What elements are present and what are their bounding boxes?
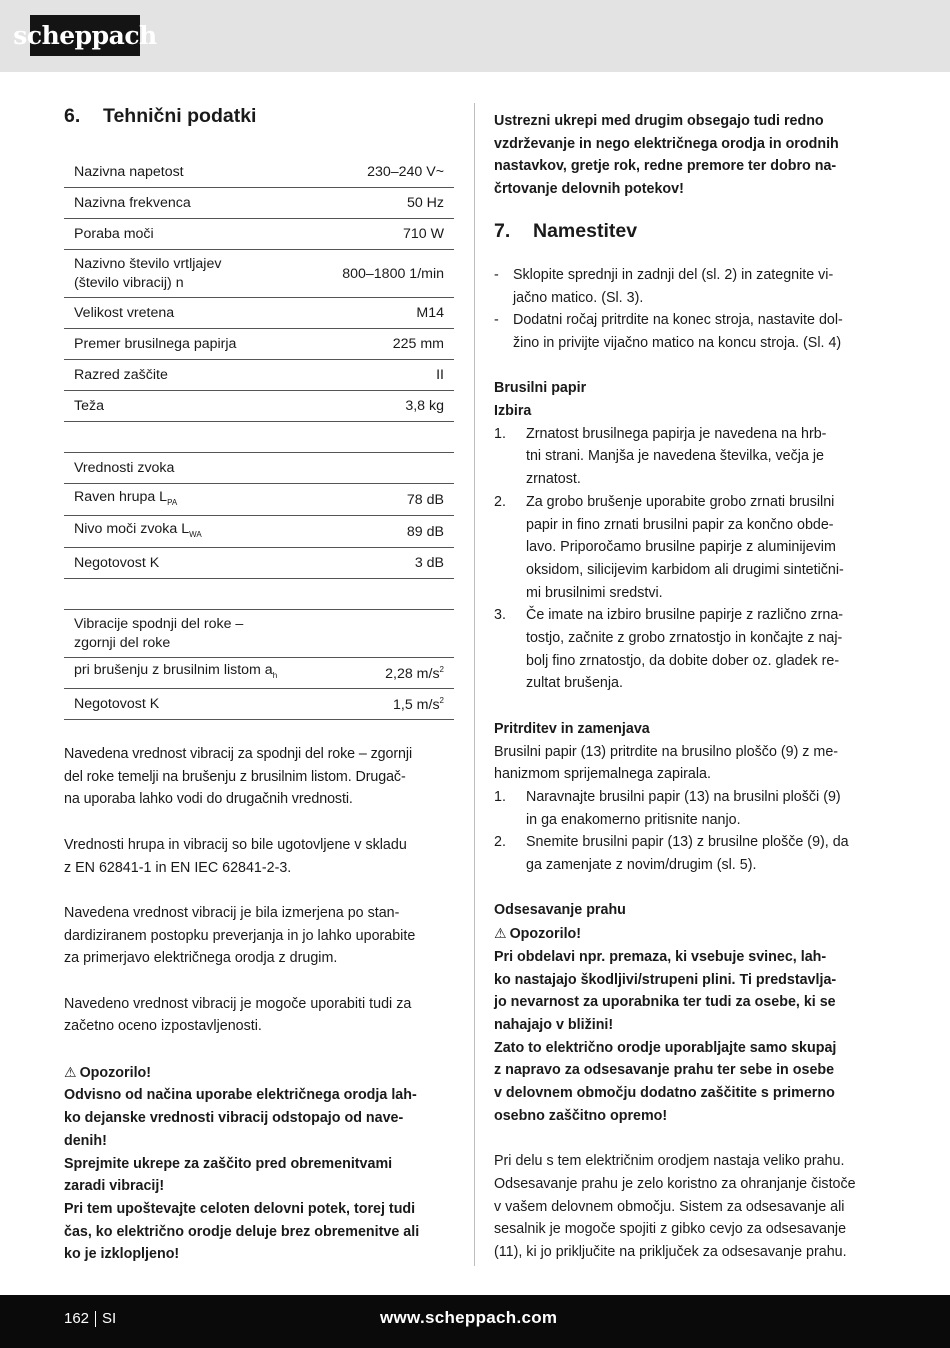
spec-label [74,366,168,385]
intro-line: vzdrževanje in nego električnega orodja in orodnih [494,135,839,152]
left-text-block [64,743,457,1266]
footer-bar [0,1295,950,1348]
para-line: z EN 62841-1 in EN IEC 62841-2-3. [64,859,292,876]
spec-row [64,391,454,422]
spec-label-text: Vibracije spodnji del roke – [74,615,244,632]
spec-value-text: 3 dB [414,555,444,571]
paper-step-line: mi brusilnimi sredstvi. [526,584,663,601]
spec-value [393,696,444,713]
paper-step-line: oksidom, silicijevim karbidom ali drugimi sintetični- [526,561,844,578]
spec-label-text: pri brušenju z brusilnim listom a [74,662,273,678]
paper-step-marker: 1. [494,425,506,442]
spec-value-text: 2,28 m/s [385,665,440,682]
spec-label-text: Nazivna napetost [74,163,184,180]
spec-label [74,255,221,293]
bullet-line: Sklopite sprednji in zadnji del (sl. 2) in zategnite vi- [513,266,834,283]
warning-line: zaradi vibracij! [64,1178,165,1195]
spec-value-text: M14 [416,305,444,321]
bullet-text [513,309,843,354]
spec-label [74,194,191,213]
section-heading-installation: 7. Namestitev [494,219,638,242]
spec-row [64,329,454,360]
para-line: Navedena vrednost vibracij za spodnji del roke – zgornji [64,746,413,762]
dust-extraction-heading: Odsesavanje prahu [494,902,626,919]
dust-para-line: (11), ki jo priključite na priključek za odsesavanje prahu. [494,1243,847,1260]
standards-paragraph [64,834,457,879]
spec-row [64,453,454,484]
attach-step-line: in ga enakomerno pritisnite nanjo. [526,811,741,828]
paper-step-line: Če imate na izbiro brusilne papirje z različno zrna- [526,607,844,624]
spec-label [74,615,243,653]
dust-warning-line: nahajajo v bližini! [494,1016,614,1033]
intro-line: črtovanje delovnih potekov! [494,181,684,198]
attach-step-item [494,831,886,876]
spec-value [416,305,444,321]
dust-warning-line: Pri obdelavi npr. premaza, ki vsebuje svinec, lah- [494,948,827,965]
spec-label [74,554,159,573]
spec-value [415,555,444,571]
spec-label-text: Nazivna frekvenca [74,194,191,211]
spec-value [403,226,444,242]
dust-warning-line: z napravo za odsesavanje prahu ter sebe in osebe [494,1062,835,1079]
attach-step-line: ga zamenjate z novim/drugim (sl. 5). [526,857,757,874]
spec-row [64,250,454,298]
dust-warning-label: ⚠ Opozorilo! [494,925,582,943]
spec-label [74,459,174,478]
dust-warning-line: osebno zaščitno opremo! [494,1107,668,1124]
bullet-marker: - [494,266,499,283]
attach-step-marker: 1. [494,788,506,805]
warning-line: čas, ko električno orodje deluje brez obremenitve ali [64,1223,420,1240]
paper-step-line: tni strani. Manjša je navedena številka, večja je [526,448,825,465]
column-divider [474,103,475,1266]
spec-value [407,195,444,211]
vibration-note-paragraph [64,743,457,811]
spec-label-text: Raven hrupa L [74,488,168,505]
paper-step-line: tostjo, začnite z grobo zrnatostjo in končajte z naj- [526,630,843,647]
spec-row [64,516,454,548]
attach-step-item [494,786,886,831]
spec-label [74,661,277,685]
warning-line: ko je izklopljeno! [64,1246,180,1263]
spec-value-text: 800–1800 1/min [342,265,444,282]
spec-value-text: 78 dB [406,491,444,508]
para-line: dardiziranem postopku preverjanja in jo lahko uporabite [64,927,416,944]
right-column [494,110,886,1264]
paper-step-line: papir in fino zrnati brusilni papir za končno obde- [526,516,834,533]
para-line: za primerjavo električnega orodja z drugim. [64,950,338,967]
left-column [64,105,455,128]
page-number: 162 SI [64,1310,117,1327]
spec-label-text: Vrednosti zvoka [74,459,175,476]
attach-heading: Pritrditev in zamenjava [494,720,650,737]
spec-spacer-row [64,422,454,453]
spec-value-text: 89 dB [406,523,444,540]
spec-row [64,548,454,579]
paper-step-item [494,423,886,491]
para-line: Vrednosti hrupa in vibracij so bile ugotovljene v skladu [64,836,407,853]
paper-step-text [526,604,843,695]
spec-spacer-row [64,579,454,610]
paper-step-line: Za grobo brušenje uporabite grobo zrnati brusilni [526,493,835,510]
spec-value [393,336,444,352]
spec-label-text: Teža [74,397,104,414]
spec-row [64,484,454,516]
para-line: del roke temelji na brušenju z brusilnim listom. Drugač- [64,768,406,785]
dust-para-line: sesalnik je mogoče spojiti z gibko cevjo za odsesavanje [494,1221,847,1238]
para-line: na uporaba lahko vodi do drugačnih vrednosti. [64,791,353,808]
spec-value-text: II [436,367,444,383]
spec-label-text: Premer brusilnega papirja [74,335,237,352]
para-line: Navedeno vrednost vibracij je mogoče uporabiti tudi za [64,995,412,1012]
spec-value-superscript: 2 [439,695,444,705]
spec-row [64,689,454,720]
warning-line: Pri tem upoštevajte celoten delovni potek, torej tudi [64,1201,416,1217]
spec-label-text: Poraba moči [74,225,154,242]
exposure-paragraph [64,993,457,1038]
warning-line: Sprejmite ukrepe za zaščito pred obremenitvami [64,1155,393,1172]
spec-label-subscript: h [272,671,278,680]
paper-step-line: zultat brušenja. [526,675,623,692]
attach-intro-line: hanizmom sprijemalnega zapirala. [494,766,711,783]
spec-row [64,360,454,391]
spec-row [64,610,454,658]
dust-paragraph [494,1150,886,1264]
spec-label [74,695,159,714]
intro-paragraph [494,110,886,201]
warning-line: ko dejanske vrednosti vibracij odstopajo od nave- [64,1110,404,1127]
spec-label [74,304,174,323]
paper-selection-list [494,423,886,695]
spec-label-text-line2: zgornji del roke [74,634,171,651]
spec-value-text: 710 W [402,226,444,242]
bullet-line: jačno matico. (Sl. 3). [513,289,644,306]
bullet-item [494,309,886,354]
vibration-warning [64,1061,457,1266]
paper-step-marker: 2. [494,493,506,510]
para-line: začetno oceno izpostavljenosti. [64,1018,262,1035]
measurement-paragraph [64,902,457,970]
brand-logo: scheppach [30,15,140,56]
paper-step-line: lavo. Priporočamo brusilne papirje z aluminijevim [526,539,836,556]
website-url: www.scheppach.com [380,1308,558,1327]
bullet-text [513,264,833,309]
spec-value [407,492,444,508]
dust-warning-line: v delovnem območju dodatno zaščitite s primerno [494,1085,835,1102]
paper-step-marker: 3. [494,607,506,624]
dust-para-line: Odsesavanje prahu je zelo koristno za ohranjanje čistoče [494,1175,856,1192]
spec-row [64,658,454,689]
spec-label-text: Negotovost K [74,695,160,712]
bullet-line: Dodatni ročaj pritrdite na konec stroja, nastavite dol- [513,312,843,329]
spec-value-text: 230–240 V~ [367,164,444,180]
spec-value-text: 3,8 kg [405,398,444,414]
installation-steps [494,264,886,355]
spec-value [342,266,444,282]
spec-value-superscript: 2 [439,664,444,674]
spec-row [64,157,454,188]
warning-triangle-icon: ⚠ [64,1063,77,1080]
paper-step-item [494,604,886,695]
specs-table [64,157,454,720]
paper-step-item [494,491,886,605]
spec-label [74,335,236,354]
attach-step-line: Snemite brusilni papir (13) z brusilne plošče (9), da [526,834,849,851]
spec-label [74,397,104,416]
attach-step-marker: 2. [494,834,506,851]
spec-value-text: 50 Hz [406,195,444,211]
sanding-paper-heading: Brusilni papir [494,380,587,397]
spec-label-subscript: PA [167,497,178,507]
spec-label-text: Velikost vretena [74,304,175,321]
attach-intro-line: Brusilni papir (13) pritrdite na brusilno ploščo (9) z me- [494,743,839,760]
paper-step-line: Zrnatost brusilnega papirja je navedena na hrb- [526,425,827,442]
warning-text [64,1084,457,1266]
paper-step-line: zrnatost. [526,471,581,488]
dust-para-line: Pri delu s tem električnim orodjem nastaja veliko prahu. [494,1153,845,1170]
attach-step-text [526,831,849,876]
spec-label [74,520,202,544]
attach-steps [494,786,886,877]
selection-subheading: Izbira [494,403,532,420]
warning-triangle-icon: ⚠ [494,925,507,942]
spec-row [64,298,454,329]
top-bar [0,0,950,72]
spec-row [64,188,454,219]
spec-value-text: 1,5 m/s [393,696,440,713]
para-line: Navedena vrednost vibracij je bila izmerjena po stan- [64,904,400,921]
intro-line: Ustrezni ukrepi med drugim obsegajo tudi redno [494,113,824,129]
bullet-marker: - [494,312,499,329]
attach-step-text [526,786,841,831]
paper-step-line: bolj fino zrnatostjo, da dobite dober oz. gladek re- [526,652,840,669]
spec-label-text: Negotovost K [74,554,160,571]
dust-warning-line: ko nastajajo škodljivi/strupeni plini. Ti predstavlja- [494,971,837,988]
spec-value [436,367,444,383]
intro-line: nastavkov, gretje rok, redne premore ter dobro na- [494,158,837,175]
spec-label [74,225,154,244]
dust-warning-text [494,946,886,1128]
section-heading-technical-data: 6. Tehnični podatki [64,105,257,127]
paper-step-text [526,423,826,491]
spec-value [367,164,444,180]
spec-value-text: 225 mm [392,336,444,352]
spec-row [64,219,454,250]
attach-step-line: Naravnajte brusilni papir (13) na brusilni plošči (9) [526,788,841,805]
spec-label-text-line2: (število vibracij) n [74,274,184,291]
spec-label-text: Nivo moči zvoka L [74,520,190,537]
spec-value [407,524,444,540]
warning-line: denih! [64,1132,107,1149]
spec-label-text: Razred zaščite [74,366,168,383]
dust-warning-line: jo nevarnost za uporabnika ter tudi za osebe, ki se [494,994,836,1011]
spec-value [405,398,444,414]
spec-value [385,665,444,682]
warning-line: Odvisno od načina uporabe električnega orodja lah- [64,1087,417,1104]
dust-para-line: v vašem delovnem območju. Sistem za odsesavanje ali [494,1198,845,1215]
bullet-item [494,264,886,309]
bullet-line: žino in privijte vijačno matico na koncu stroja. (Sl. 4) [513,334,842,351]
spec-label [74,163,184,182]
attach-intro [494,741,886,786]
dust-warning-line: Zato to električno orodje uporabljajte samo skupaj [494,1039,837,1056]
spec-label [74,488,177,512]
spec-label-text: Nazivno število vrtljajev [74,255,222,272]
paper-step-text [526,491,844,605]
spec-label-subscript: WA [189,529,202,539]
warning-label: ⚠ Opozorilo! [64,1063,152,1081]
